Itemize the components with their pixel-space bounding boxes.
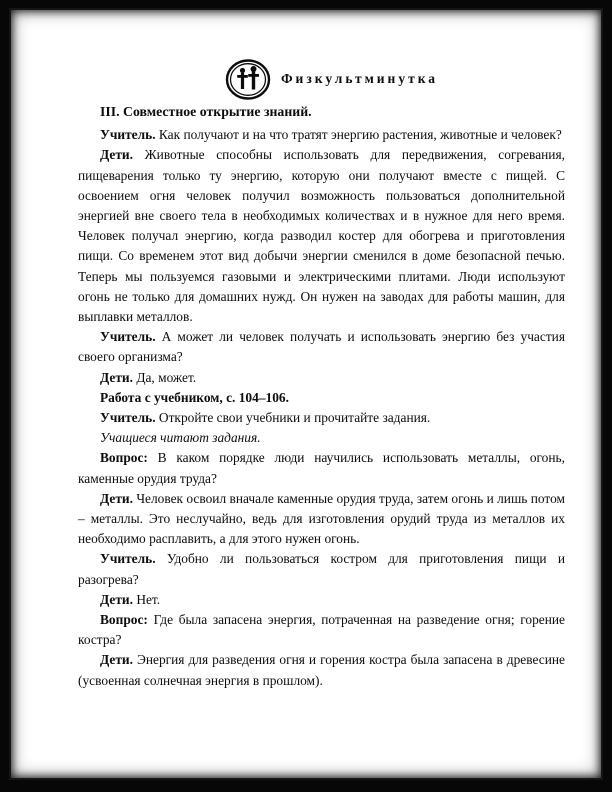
speaker-label: Вопрос: [100,612,148,628]
lesson-content [78,102,565,691]
speaker-label: Учитель. [100,127,156,143]
paragraph: Учитель. Как получают и на что тратят энергию растения, животные и человек? [100,127,562,143]
speaker-label: Дети. [100,369,133,385]
two-people-exercise-icon [225,59,271,100]
exercise-header [88,58,575,100]
speaker-label: Вопрос: [100,450,148,466]
paragraph: Учащиеся читают задания. [100,430,261,446]
speaker-label: Дети. [100,591,133,607]
paragraph: Дети. Энергия для разведения огня и горения костра была запасена в древесине (усвоенная солнечная энергия в прошлом). [78,652,565,688]
dialogue-paragraphs [78,125,565,691]
paragraph: Дети. Животные способны использовать для передвижения, согревания, пищеварения только ту энергию, которую они получают вместе с пищей. С освоением огня человек получил возможность пользоваться дополнительной энергией вне своего тела в необходимых количествах и в нужное для него время. Человек получал энергию, когда разводил костер для обогрева и приготовления пищи. Со временем этот вид добычи энергии сменился в доме безопасной печью. Теперь мы пользуемся газовыми и электрическими плитами. Люди используют огонь не только для домашних нужд. Он нужен на заводах для работы машин, для выплавки металлов. [78,147,565,325]
paragraph: Учитель. Откройте свои учебники и прочитайте задания. [100,410,431,426]
speaker-label: Учитель. [100,551,156,567]
paragraph: Работа с учебником, с. 104–106. [100,389,289,405]
paragraph: Вопрос: Где была запасена энергия, потраченная на разведение огня; горение костра? [78,612,565,648]
paragraph: Дети. Человек освоил вначале каменные орудия труда, затем огонь и лишь потом – металлы. Это неслучайно, ведь для изготовления орудий труда из металлов их необходимо расплавить, а для этого нужен огонь. [78,490,565,547]
paragraph: Дети. Нет. [100,591,161,607]
paragraph: Учитель. Удобно ли пользоваться костром для приготовления пищи и разогрева? [78,551,565,587]
paragraph: Дети. Да, может. [100,369,197,385]
paragraph: Вопрос: В каком порядке люди научились использовать металлы, огонь, каменные орудия труда? [78,450,565,486]
speaker-label: Учитель. [100,329,156,345]
speaker-label: Дети. [100,490,133,506]
section-heading: III. Совместное открытие знаний. [100,104,312,119]
paragraph: Учитель. А может ли человек получать и использовать энергию без участия своего организма? [78,329,565,365]
speaker-label: Учитель. [100,410,156,426]
exercise-header-label: Физкультминутка [280,71,439,86]
speaker-label: Дети. [100,652,133,668]
speaker-label: Дети. [100,147,133,163]
